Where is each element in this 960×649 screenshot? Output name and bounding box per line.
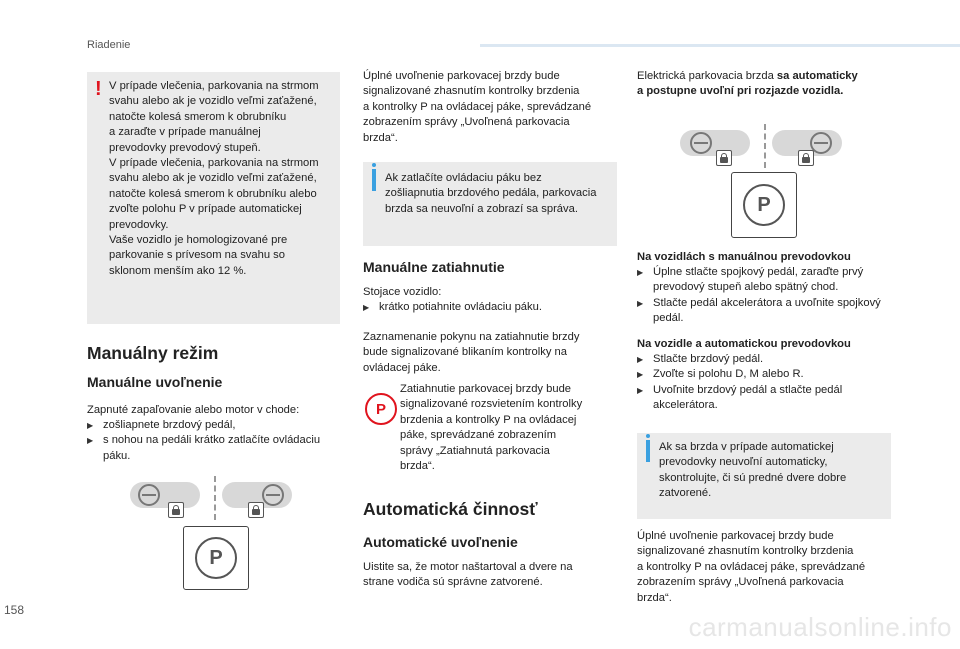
list-item: ▶ zošliapnete brzdový pedál,: [87, 418, 340, 433]
info-line: Ak sa brzda v prípade automatickej: [659, 441, 834, 453]
manual-gearbox-heading-text: Na vozidlách s manuálnou prevodovkou: [637, 251, 851, 263]
text-line: Zaznamenanie pokynu na zatiahnutie brzdy: [363, 331, 580, 343]
page-number: 158: [4, 603, 25, 617]
brake-pedal-pad-left: [680, 130, 750, 156]
warning-icon: !: [95, 78, 102, 100]
manual-gearbox-heading: [637, 250, 892, 265]
text-line: bude signalizované blikaním kontrolky na: [363, 346, 567, 359]
info-box-col3: [637, 433, 891, 519]
steering-wheel-icon: [690, 132, 712, 154]
steering-wheel-icon: [262, 484, 284, 506]
auto-release-subtitle: Automatické uvoľnenie: [363, 534, 518, 550]
warning-line: V prípade vlečenia, parkovania na strmom: [109, 157, 319, 170]
auto-release-illustration: [680, 120, 850, 240]
list-item: ▶ Stlačte pedál akcelerátora a uvoľnite spojkový pedál.: [637, 296, 892, 327]
info-icon: [646, 440, 650, 462]
text-line: signalizované zhasnutím kontrolky brzdenia: [637, 545, 854, 558]
p-letter: P: [757, 193, 771, 216]
info-line: Ak zatlačíte ovládaciu páku bez: [385, 172, 542, 184]
list-item: ▶ Uvoľnite brzdový pedál a stlačte pedál akcelerátora.: [637, 383, 892, 414]
info-line: zatvorené.: [659, 487, 712, 500]
list-item: ▶ Stlačte brzdový pedál.: [637, 352, 892, 367]
warning-line: sklonom menším ako 12 %.: [109, 264, 247, 277]
release-illustration: [130, 474, 300, 594]
parking-brake-button-icon: [183, 526, 249, 590]
warning-line: prevodovky prevodový stupeň.: [109, 141, 261, 154]
release-text-col3: [637, 529, 892, 606]
release-text-col2: [363, 69, 618, 146]
manual-release-subtitle: Manuálne uvoľnenie: [87, 374, 223, 390]
auto-gearbox-heading: [637, 337, 892, 352]
text-line: strane vodiča sú správne zatvorené.: [363, 576, 543, 589]
warning-line: natočte kolesá smerom k obrubníku alebo: [109, 187, 317, 200]
text-line: páke, sprevádzané zobrazením: [400, 429, 557, 442]
auto-intro-bold-2: a postupne uvoľní pri rozjazde vozidla.: [637, 85, 844, 98]
section-label: Riadenie: [87, 39, 131, 51]
info-line: prevodovky neuvoľní automaticky,: [659, 456, 828, 469]
text-line: správy „Zatiahnutá parkovacia: [400, 444, 550, 457]
text-line: Úplné uvoľnenie parkovacej brzdy bude: [637, 530, 834, 542]
text-line: a kontrolky P na ovládacej páke, sprevádzané: [363, 100, 592, 113]
text-line: Zatiahnutie parkovacej brzdy bude: [400, 383, 572, 395]
info-line: zošliapnutia brzdového pedála, parkovacia: [385, 187, 597, 200]
warning-box: [87, 72, 340, 324]
info-box-col2: [363, 162, 617, 246]
lock-icon: [716, 150, 732, 166]
info-line: brzda sa neuvoľní a zobrazí sa správa.: [385, 202, 578, 215]
text-line: brzda“.: [363, 131, 398, 144]
text-line: signalizované zhasnutím kontrolky brzdenia: [363, 85, 580, 98]
p-letter: P: [375, 400, 386, 418]
confirm-text: [363, 330, 618, 376]
auto-release-text: [363, 560, 618, 591]
text-line: zobrazením správy „Uvoľnená parkovacia: [637, 576, 844, 589]
list-item: ▶ Úplne stlačte spojkový pedál, zaraďte prvý prevodový stupeň alebo spätný chod.: [637, 265, 892, 296]
warning-line: svahu alebo ak je vozidlo veľmi zaťažené,: [109, 172, 317, 185]
parking-brake-p-icon: [743, 184, 785, 226]
watermark: carmanualsonline.info: [688, 612, 952, 642]
list-item: ▶ s nohou na pedáli krátko zatlačíte ovládaciu páku.: [87, 433, 340, 464]
lock-icon: [798, 150, 814, 166]
brake-pedal-pad-left: [130, 482, 200, 508]
text-line: brzdenia a kontrolky P na ovládacej: [400, 413, 577, 426]
lock-icon: [168, 502, 184, 518]
warning-line: natočte kolesá smerom k obrubníku: [109, 110, 287, 123]
warning-line: prevodovky.: [109, 218, 169, 231]
text-line: brzda“.: [400, 460, 435, 473]
applied-text: [400, 382, 620, 474]
warning-line: zvoľte polohu P v prípade automatickej: [109, 203, 302, 216]
text-line: brzda“.: [637, 591, 672, 604]
text-line: signalizované rozsvietením kontrolky: [400, 398, 583, 411]
stopped-intro: Stojace vozidlo:: [363, 286, 442, 298]
parking-brake-button-icon: [731, 172, 797, 238]
list-item: ▶ Zvoľte si polohu D, M alebo R.: [637, 367, 892, 382]
auto-intro-plain: Elektrická parkovacia brzda: [637, 70, 777, 82]
p-letter: P: [209, 546, 223, 569]
parking-brake-warning-icon: [365, 393, 397, 425]
text-line: a kontrolky P na ovládacej páke, sprevádzané: [637, 560, 866, 573]
list-item: ▶ krátko potiahnite ovládaciu páku.: [363, 300, 618, 315]
warning-line: parkovanie s prívesom na svahu so: [109, 249, 285, 262]
header-bar: [480, 44, 960, 47]
warning-line: V prípade vlečenia, parkovania na strmom: [109, 80, 319, 92]
manual-apply-subtitle: Manuálne zatiahnutie: [363, 259, 505, 275]
warning-line: a zaraďte v prípade manuálnej: [109, 126, 261, 139]
manual-release-intro: Zapnuté zapaľovanie alebo motor v chode:: [87, 404, 300, 416]
manual-gearbox-list: [637, 265, 892, 327]
lock-icon: [248, 502, 264, 518]
text-line: Úplné uvoľnenie parkovacej brzdy bude: [363, 70, 560, 82]
auto-intro: [637, 69, 892, 100]
parking-brake-p-icon: [195, 537, 237, 579]
divider-dashed: [764, 124, 766, 168]
warning-line: svahu alebo ak je vozidlo veľmi zaťažené,: [109, 95, 317, 108]
manual-release-list: [87, 418, 340, 464]
divider-dashed: [214, 476, 216, 520]
manual-mode-title: Manuálny režim: [87, 343, 219, 363]
text-line: Uistite sa, že motor naštartoval a dvere na: [363, 561, 573, 573]
text-line: zobrazením správy „Uvoľnená parkovacia: [363, 116, 570, 129]
text-line: ovládacej páke.: [363, 361, 441, 374]
auto-intro-bold-1: sa automaticky: [776, 70, 858, 82]
info-line: skontrolujte, či sú predné dvere dobre: [659, 471, 847, 484]
stopped-list: [363, 300, 618, 315]
steering-wheel-icon: [138, 484, 160, 506]
auto-gearbox-list: [637, 352, 892, 414]
info-icon: [372, 169, 376, 191]
auto-operation-title: Automatická činnosť: [363, 499, 538, 519]
warning-line: Vaše vozidlo je homologizované pre: [109, 234, 288, 247]
auto-gearbox-heading-text: Na vozidle a automatickou prevodovkou: [637, 338, 851, 350]
